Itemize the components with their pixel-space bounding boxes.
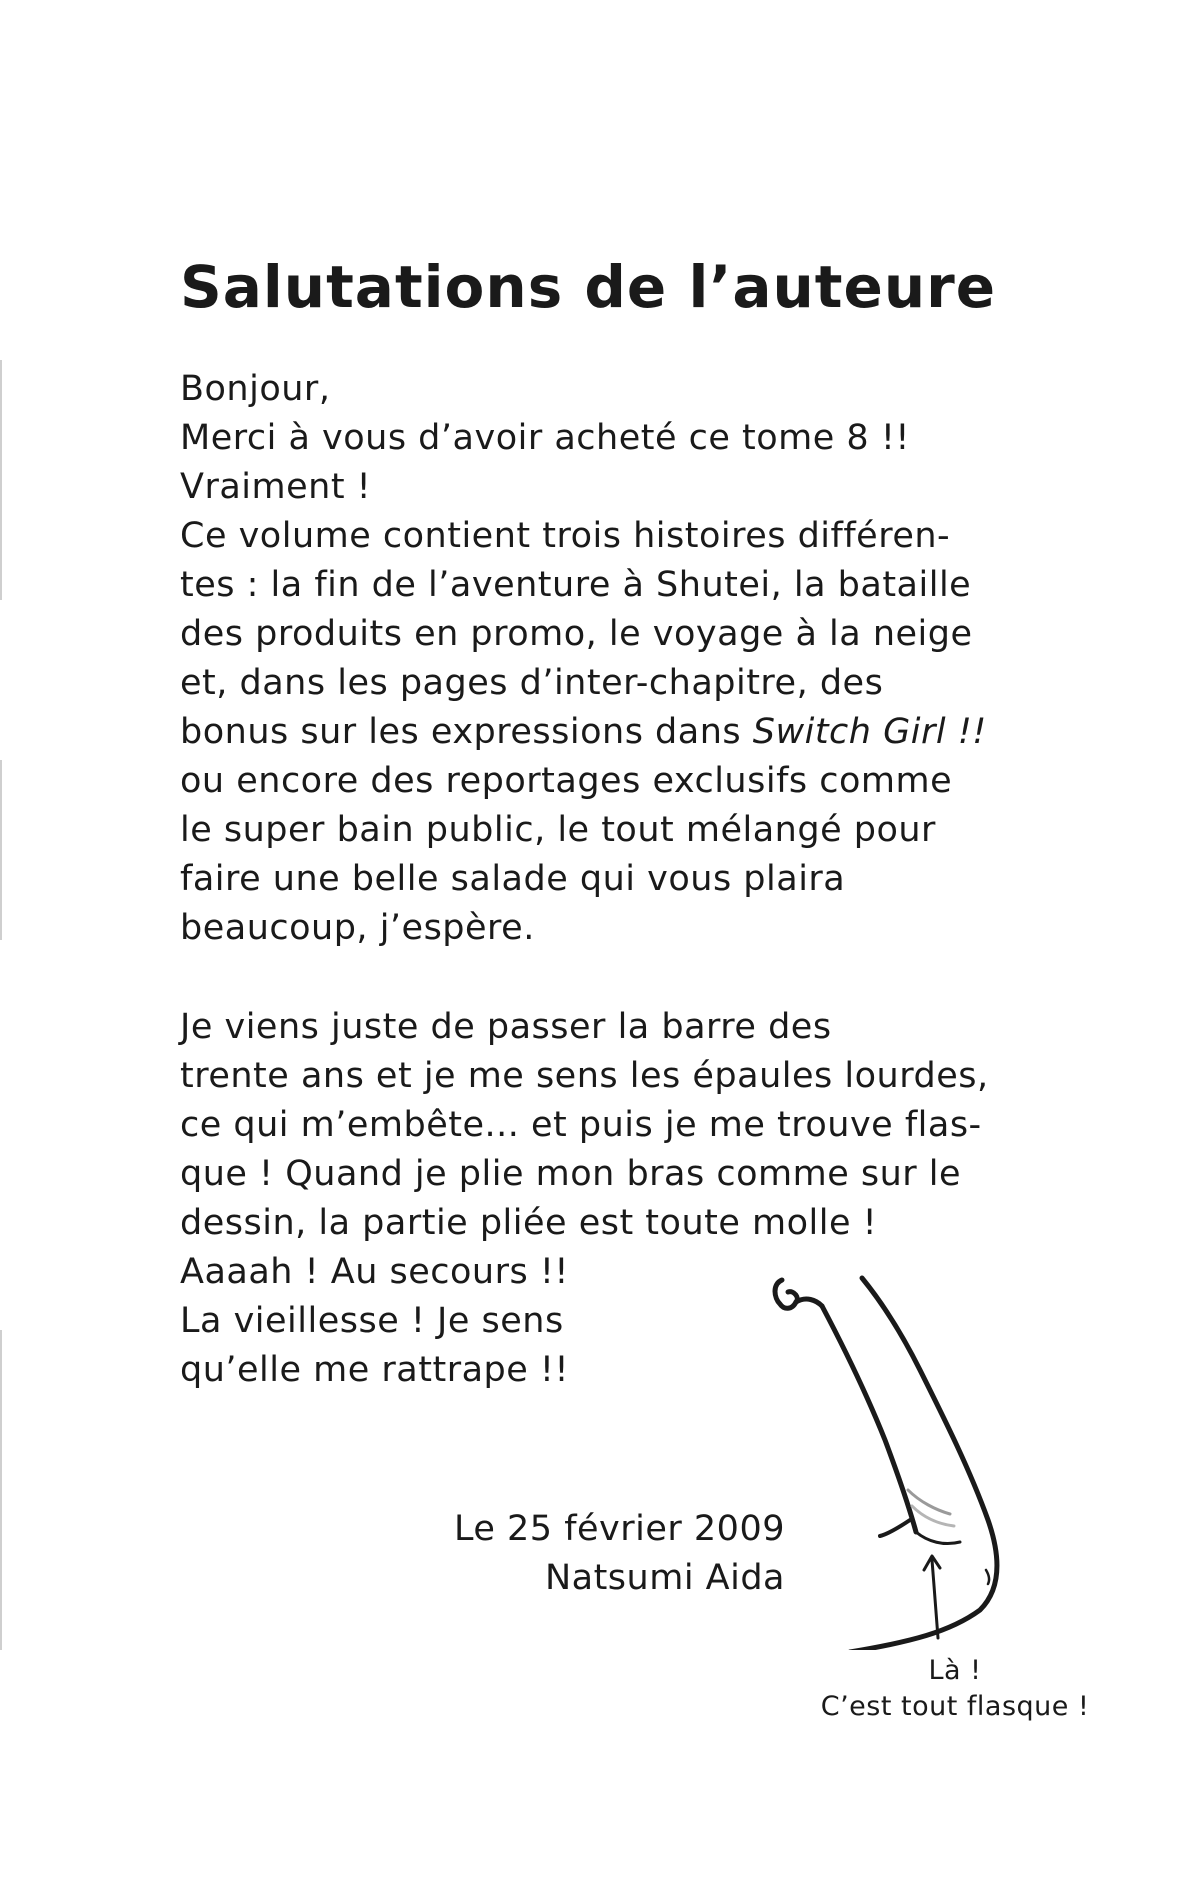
text-line: et, dans les pages d’inter-chapitre, des	[180, 663, 884, 703]
flab-line	[916, 1532, 960, 1544]
text-line: tes : la fin de l’aventure à Shutei, la bataille	[180, 565, 972, 605]
text-line: Vraiment !	[180, 467, 372, 507]
wrist-line	[796, 1299, 822, 1306]
paragraph-greeting	[180, 365, 987, 953]
caption-line: C’est tout flasque !	[820, 1691, 1090, 1722]
edge-mark	[0, 760, 2, 940]
edge-mark	[0, 360, 2, 600]
flab-shading	[908, 1490, 950, 1514]
text-line: qu’elle me rattrape !!	[180, 1350, 569, 1390]
text-line: faire une belle salade qui vous plaira	[180, 859, 846, 899]
text-line-with-title	[180, 708, 987, 757]
hand-outline	[775, 1280, 797, 1308]
series-title: Switch Girl !!	[752, 712, 987, 752]
signature-date: Le 25 février 2009	[453, 1509, 785, 1549]
edge-mark	[0, 1330, 2, 1650]
text-line: ce qui m’embête... et puis je me trouve flas-	[180, 1105, 982, 1145]
signature	[454, 1505, 785, 1603]
arrow-shaft	[932, 1560, 938, 1638]
arm-caption	[790, 1653, 1120, 1725]
text-line: La vieillesse ! Je sens	[180, 1301, 564, 1341]
text-line: Ce volume contient trois histoires différen-	[180, 516, 951, 556]
text-line: le super bain public, le tout mélangé pour	[180, 810, 936, 850]
text-fragment: bonus sur les expressions dans	[180, 712, 753, 752]
text-line: que ! Quand je plie mon bras comme sur le	[180, 1154, 962, 1194]
page-title: Salutations de l’auteure	[180, 253, 997, 321]
elbow-crease	[880, 1520, 910, 1536]
text-line: Bonjour,	[180, 369, 331, 409]
signature-author: Natsumi Aida	[544, 1558, 785, 1598]
text-line: Je viens juste de passer la barre des	[180, 1007, 832, 1047]
text-line: beaucoup, j’espère.	[180, 908, 535, 948]
text-line: ou encore des reportages exclusifs comme	[180, 761, 953, 801]
text-line: trente ans et je me sens les épaules lourdes,	[180, 1056, 989, 1096]
text-line: Aaaah ! Au secours !!	[180, 1252, 569, 1292]
bent-arm-illustration	[760, 1270, 1080, 1650]
text-line: dessin, la partie pliée est toute molle !	[180, 1203, 878, 1243]
text-line: des produits en promo, le voyage à la neige	[180, 614, 973, 654]
elbow-fold	[986, 1570, 989, 1584]
text-line: Merci à vous d’avoir acheté ce tome 8 !!	[180, 418, 910, 458]
caption-line: Là !	[928, 1655, 982, 1686]
upper-arm-outline	[850, 1278, 997, 1650]
